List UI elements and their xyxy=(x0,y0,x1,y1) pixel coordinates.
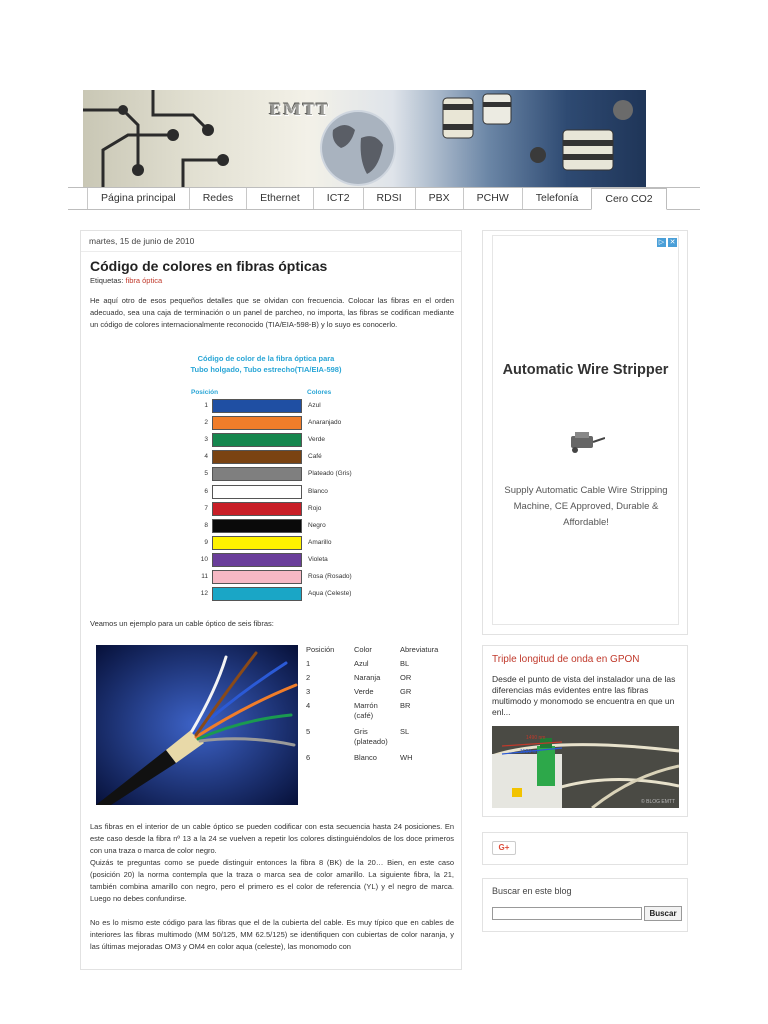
six-table-header-position: Posición xyxy=(306,645,335,654)
popular-post-title[interactable]: Triple longitud de onda en GPON xyxy=(492,654,640,665)
site-logo: EMTT xyxy=(269,100,331,119)
circuit-board-illustration xyxy=(83,90,646,187)
example-intro: Veamos un ejemplo para un cable óptico de seis fibras: xyxy=(90,619,274,628)
color-row-position: 1 xyxy=(204,402,208,409)
color-swatch xyxy=(212,587,302,601)
color-swatch xyxy=(212,433,302,447)
tab-pchw[interactable]: PCHW xyxy=(463,188,522,209)
six-table-color: Azul xyxy=(354,659,369,668)
color-row-name: Aqua (Celeste) xyxy=(308,590,352,598)
color-row xyxy=(186,586,406,603)
fiber-cable-photo xyxy=(96,645,298,805)
color-row xyxy=(186,518,406,535)
color-row xyxy=(186,415,406,432)
six-table-color: Marrón (café) xyxy=(354,701,378,720)
color-swatch xyxy=(212,485,302,499)
tab-pagina-principal[interactable]: Página principal xyxy=(87,188,189,209)
color-swatch xyxy=(212,399,302,413)
color-swatch xyxy=(212,467,302,481)
sidebar-ad-widget xyxy=(482,230,688,635)
six-table-position: 3 xyxy=(306,687,311,696)
header-banner[interactable] xyxy=(83,90,646,187)
six-table-color: Verde xyxy=(354,687,374,696)
color-row-name: Café xyxy=(308,453,322,461)
color-row-position: 2 xyxy=(204,419,208,427)
color-row-name: Rojo xyxy=(308,504,322,512)
paragraph-24-fibers: Las fibras en el interior de un cable óptico se pueden codificar con esta secuencia hasta 24 posiciones. En este caso desde la fibra nº 13 a la 24 se vuelven a repetir los colores distinguiéndolos de los doce primeros con una traza o marca de color negro. xyxy=(90,822,454,855)
ad-title[interactable]: Automatic Wire Stripper xyxy=(502,362,669,378)
color-row-position: 9 xyxy=(204,538,208,546)
color-table-title-line1: Código de color de la fibra óptica para xyxy=(197,354,335,363)
color-row-position: 4 xyxy=(204,453,208,461)
color-row-position: 8 xyxy=(204,521,208,529)
main-navigation xyxy=(68,187,700,210)
popular-post-snippet: Desde el punto de vista del instalador una de las diferencias más evidentes entre las fibras multimodo y monomodo se encuentra en que un enl... xyxy=(492,674,676,717)
color-row-position: 12 xyxy=(200,590,208,598)
six-table-abbr: SL xyxy=(400,727,410,736)
color-row-position: 5 xyxy=(204,470,208,478)
six-table-position: 1 xyxy=(306,659,311,668)
google-plus-button[interactable]: G+ xyxy=(492,841,516,855)
six-table-position: 6 xyxy=(306,753,311,762)
color-row-name: Rosa (Rosado) xyxy=(308,573,352,580)
six-table-position: 5 xyxy=(306,727,311,736)
six-table-position: 4 xyxy=(306,701,311,710)
color-row-position: 6 xyxy=(204,487,208,495)
tab-telefonia[interactable]: Telefonía xyxy=(522,188,592,209)
color-row-name: Azul xyxy=(308,402,321,409)
six-table-abbr: BL xyxy=(400,659,410,668)
color-row xyxy=(186,484,406,501)
post-title[interactable]: Código de colores en fibras ópticas xyxy=(90,258,328,274)
color-table-header-position: Posición xyxy=(191,389,219,396)
tab-ethernet[interactable]: Ethernet xyxy=(246,188,313,209)
color-swatch xyxy=(212,553,302,567)
ad-description[interactable]: Supply Automatic Cable Wire Stripping Machine, CE Approved, Durable & Affordable! xyxy=(504,485,668,528)
post-intro-paragraph: He aquí otro de esos pequeños detalles que se olvidan con frecuencia. Colocar las fibras en el orden adecuado, sea una caja de terminación o un panel de parcheo, no importa, las fibras se codifican mediante un código de colores internacionalmente reconocido (TIA/EIA-598-B) y lo suyo es conocerlo. xyxy=(90,296,454,329)
color-table-title-line2: Tubo holgado, Tubo estrecho(TIA/EIA-598) xyxy=(190,365,342,374)
tab-pbx[interactable]: PBX xyxy=(415,188,463,209)
color-swatch xyxy=(212,519,302,533)
tab-ict2[interactable]: ICT2 xyxy=(313,188,363,209)
color-row-position: 7 xyxy=(204,504,208,512)
blog-search-widget xyxy=(482,878,688,932)
wavelength-label-1550: 1550 nm xyxy=(520,749,540,755)
color-table-header-colors: Colores xyxy=(307,389,332,396)
color-row xyxy=(186,398,406,415)
divider xyxy=(81,251,461,252)
color-row-name: Verde xyxy=(308,436,325,444)
six-table-abbr: OR xyxy=(400,673,412,682)
blog-post xyxy=(80,230,462,970)
six-table-header-abbr: Abreviatura xyxy=(400,645,439,654)
post-labels xyxy=(90,276,162,285)
close-icon[interactable]: ✕ xyxy=(669,239,676,246)
color-row-name: Violeta xyxy=(308,555,328,563)
color-swatch xyxy=(212,416,302,430)
color-row xyxy=(186,501,406,518)
labels-prefix: Etiquetas: xyxy=(90,276,124,285)
adchoices-icon[interactable]: ▷ xyxy=(658,239,665,246)
color-row-position: 10 xyxy=(200,555,208,563)
color-row xyxy=(186,449,406,466)
six-table-position: 2 xyxy=(306,673,311,682)
color-row xyxy=(186,432,406,449)
tab-rdsi[interactable]: RDSI xyxy=(363,188,415,209)
color-row-name: Anaranjado xyxy=(308,419,342,427)
paragraph-jacket-colors: No es lo mismo este código para las fibras que el de la cubierta del cable. Es muy típico que en cables de interiores las fibras multimodo (MM 50/125, MM 62.5/125) se identifiquen con cubiertas de color naranja, y las últimas mejoradas OM3 y OM4 en color aqua (celeste), las monomodo con xyxy=(90,918,454,951)
tab-redes[interactable]: Redes xyxy=(189,188,246,209)
color-swatch xyxy=(212,536,302,550)
color-swatch xyxy=(212,450,302,464)
image-watermark: © BLOG EMTT xyxy=(641,799,675,805)
ad-controls xyxy=(657,238,677,247)
color-row-position: 11 xyxy=(201,573,208,580)
google-plus-widget xyxy=(482,832,688,865)
color-row-name: Plateado (Gris) xyxy=(308,470,352,478)
color-row-name: Blanco xyxy=(308,487,328,495)
six-table-color: Gris (plateado) xyxy=(354,727,388,746)
advertisement[interactable] xyxy=(492,235,679,625)
search-input[interactable] xyxy=(492,907,642,920)
search-widget-title: Buscar en este blog xyxy=(492,886,572,896)
color-row xyxy=(186,535,406,552)
six-table-header-color: Color xyxy=(354,645,372,654)
six-table-color: Naranja xyxy=(354,673,381,682)
six-table-color: Blanco xyxy=(354,753,377,762)
color-swatch xyxy=(212,502,302,516)
popular-post-widget xyxy=(482,645,688,817)
popular-post-thumbnail[interactable] xyxy=(492,726,679,808)
color-row xyxy=(186,569,406,586)
six-table-abbr: GR xyxy=(400,687,412,696)
tab-cero-co2[interactable]: Cero CO2 xyxy=(591,188,666,210)
wire-stripper-product-image[interactable] xyxy=(565,428,605,456)
label-link-fibra-optica[interactable]: fibra óptica xyxy=(125,276,163,285)
wavelength-label-1490: 1490 nm xyxy=(526,735,546,741)
color-row-position: 3 xyxy=(204,436,208,444)
six-table-abbr: BR xyxy=(400,701,411,710)
color-row xyxy=(186,466,406,483)
color-row-name: Amarillo xyxy=(308,538,332,546)
color-swatch xyxy=(212,570,302,584)
paragraph-fiber-20: Quizás te preguntas como se puede distinguir entonces la fibra 8 (BK) de la 20… Bien, en este caso (posición 20) la norma contempla que la traza o marca sea de color amarillo. La siguiente fibra, la 21, también combina amarillo con negro, pero el primero es el color de referencia (YL) y el negro de marca. Luego no debes confundirse. xyxy=(90,858,454,903)
search-button[interactable]: Buscar xyxy=(644,906,682,921)
color-row-name: Negro xyxy=(308,521,326,529)
post-date: martes, 15 de junio de 2010 xyxy=(89,236,195,246)
six-table-abbr: WH xyxy=(400,753,413,762)
color-row xyxy=(186,552,406,569)
